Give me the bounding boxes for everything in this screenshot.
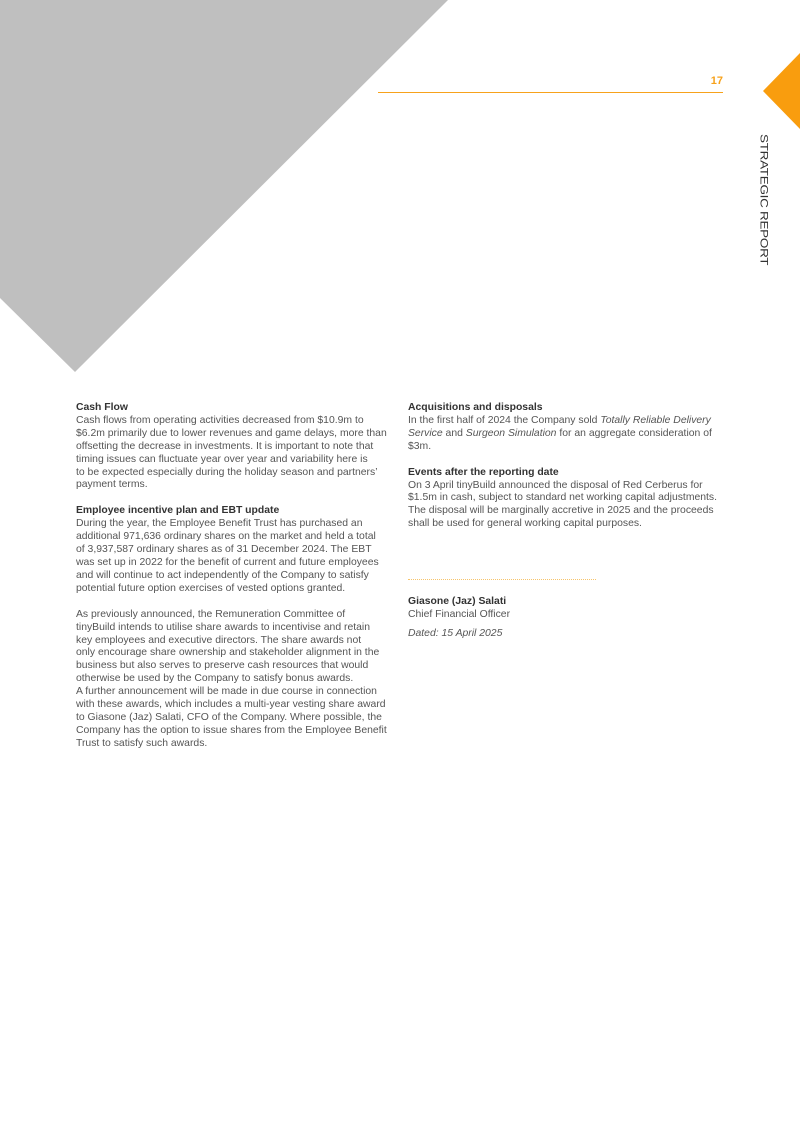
text-line: During the year, the Employee Benefit Trust has purchased an	[76, 518, 363, 530]
text-run: and	[442, 427, 466, 439]
dated-line	[408, 628, 728, 641]
cash-flow-heading: Cash Flow	[76, 402, 128, 413]
text-line: of 3,937,587 ordinary shares as of 31 December 2024. The EBT	[76, 544, 372, 556]
text-line: business but also serves to preserve cash resources that would	[76, 660, 369, 672]
page-number: 17	[710, 75, 723, 87]
signatory-name: Giasone (Jaz) Salati	[408, 596, 507, 608]
text-line: On 3 April tinyBuild announced the disposal of Red Cerberus for	[408, 479, 703, 491]
text-line: Cash flows from operating activities decreased from $10.9m to	[76, 414, 364, 426]
section-label: STRATEGIC REPORT	[758, 134, 771, 266]
text-line: to Giasone (Jaz) Salati, CFO of the Company. Where possible, the	[76, 711, 382, 723]
acquisitions-body	[408, 415, 728, 454]
text-line: timing issues can fluctuate year over year and variability here is	[76, 453, 368, 465]
orange-tab-triangle	[763, 53, 800, 129]
text-line: was set up in 2022 for the benefit of current and future employees	[76, 556, 379, 568]
text-line: $6.2m primarily due to lower revenues and game delays, more than	[76, 427, 387, 439]
text-line: to be expected especially during the holiday season and partners’	[76, 466, 378, 478]
text-line: Trust to satisfy such awards.	[76, 737, 208, 749]
text-line: potential future option exercises of vested options granted.	[76, 582, 346, 594]
text-line: with these awards, which includes a multi-year vesting share award	[76, 699, 386, 711]
text-line: Company has the option to issue shares from the Employee Benefit	[76, 724, 387, 736]
events-body	[408, 480, 728, 532]
text-line: and will continue to act independently of the Company to satisfy	[76, 569, 369, 581]
game-title: Service	[408, 427, 443, 439]
header-rule	[378, 92, 723, 93]
text-line: tinyBuild intends to utilise share awards to incentivise and retain	[76, 621, 370, 633]
ebt-body	[76, 518, 396, 595]
text-line: A further announcement will be made in due course in connection	[76, 686, 377, 698]
acquisitions-heading: Acquisitions and disposals	[408, 402, 543, 413]
cash-flow-body	[76, 415, 396, 492]
dated-value: 15 April 2025	[441, 627, 503, 639]
game-title: Surgeon Simulation	[465, 427, 557, 439]
ebt-body-2	[76, 609, 396, 751]
text-line: additional 971,636 ordinary shares on the market and held a total	[76, 531, 376, 543]
text-run: In the first half of 2024 the Company sold	[408, 414, 601, 426]
text-line: only encourage share ownership and stakeholder alignment in the	[76, 647, 380, 659]
text-line: otherwise be used by the Company to satisfy bonus awards.	[76, 673, 354, 685]
dated-label: Dated:	[408, 627, 439, 639]
text-line: As previously announced, the Remuneration Committee of	[76, 608, 346, 620]
text-run: for an aggregate consideration of	[556, 427, 712, 439]
right-column	[408, 402, 728, 641]
events-heading: Events after the reporting date	[408, 466, 559, 478]
text-line: The disposal will be marginally accretive in 2025 and the proceeds	[408, 505, 714, 517]
text-line: key employees and executive directors. The share awards not	[76, 634, 362, 646]
signatory-title: Chief Financial Officer	[408, 609, 511, 621]
text-line: shall be used for general working capital purposes.	[408, 518, 642, 530]
left-column	[76, 402, 396, 751]
text-line: $1.5m in cash, subject to standard net working capital adjustments.	[408, 492, 717, 504]
game-title: Totally Reliable Delivery	[600, 414, 711, 426]
text-line: payment terms.	[76, 479, 148, 491]
text-line: $3m.	[408, 440, 432, 452]
ebt-heading: Employee incentive plan and EBT update	[76, 505, 280, 517]
text-line: offsetting the decrease in investments. It is important to note that	[76, 440, 374, 452]
